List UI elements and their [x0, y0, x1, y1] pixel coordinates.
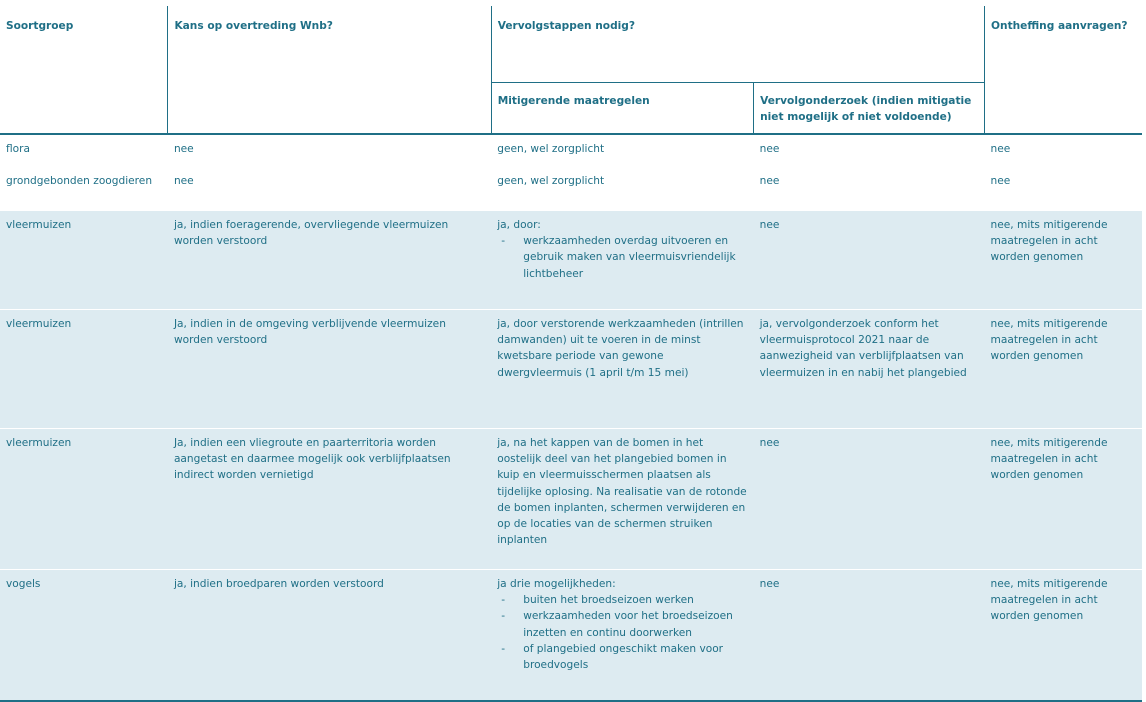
list-item: - buiten het broedseizoen werken — [497, 592, 747, 608]
cell-ontheffing: nee, mits mitigerende maatregelen in acht worden genomen — [985, 310, 1142, 429]
cell-vervolgonderzoek: nee — [754, 211, 985, 310]
cell-kans: ja, indien broedparen worden verstoord — [168, 570, 491, 702]
cell-vervolgonderzoek: nee — [754, 429, 985, 570]
table-row — [0, 167, 1142, 211]
header-mitigerende: Mitigerende maatregelen — [491, 83, 753, 135]
cell-vervolgonderzoek: nee — [759, 143, 780, 155]
cell-soortgroep: grondgebonden zoogdieren — [6, 175, 153, 187]
cell-vervolgonderzoek: nee — [754, 570, 985, 702]
header-vervolgonderzoek: Vervolgonderzoek (indien mitigatie niet mogelijk of niet voldoende) — [754, 83, 985, 135]
cell-kans: nee — [173, 175, 194, 187]
cell-soortgroep: vogels — [0, 570, 168, 702]
list-item: - werkzaamheden overdag uitvoeren en gebruik maken van vleermuisvriendelijk lichtbeheer — [497, 233, 747, 282]
cell-vervolgonderzoek: nee — [759, 175, 780, 187]
cell-ontheffing: nee, mits mitigerende maatregelen in acht worden genomen — [985, 211, 1142, 310]
cell-mitigerende: ja, na het kappen van de bomen in het oostelijk deel van het plangebied bomen in kuip en vleermuisschermen plaatsen als tijdelijke oplosing. Na realisatie van de rotonde de bomen inplanten, schermen verwijderen en op de locaties van de schermen struiken inplanten — [491, 429, 753, 570]
cell-mitigerende: ja, door verstorende werkzaamheden (intrillen damwanden) uit te voeren in de minst kwetsbare periode van gewone dwergvleermuis (1 april t/m 15 mei) — [491, 310, 753, 429]
table-row — [0, 134, 1142, 167]
table-row — [0, 429, 1142, 570]
header-vervolgstappen: Vervolgstappen nodig? — [491, 6, 984, 83]
cell-ontheffing: nee — [990, 175, 1011, 187]
cell-soortgroep: flora — [6, 143, 31, 155]
list-item: - of plangebied ongeschikt maken voor broedvogels — [497, 641, 747, 673]
header-ontheffing: Ontheffing aanvragen? — [985, 6, 1142, 134]
mitigerende-list — [497, 592, 747, 673]
header-soortgroep: Soortgroep — [0, 6, 168, 134]
mitigerende-intro: ja drie mogelijkheden: — [497, 578, 616, 590]
cell-kans: nee — [173, 143, 194, 155]
cell-kans: ja, indien foeragerende, overvliegende vleermuizen worden verstoord — [168, 211, 491, 310]
table-row — [0, 211, 1142, 310]
cell-soortgroep: vleermuizen — [0, 429, 168, 570]
table-row — [0, 310, 1142, 429]
cell-mitigerende: geen, wel zorgplicht — [497, 143, 605, 155]
cell-mitigerende — [491, 570, 753, 702]
cell-soortgroep: vleermuizen — [0, 211, 168, 310]
cell-ontheffing: nee, mits mitigerende maatregelen in acht worden genomen — [985, 570, 1142, 702]
cell-ontheffing: nee, mits mitigerende maatregelen in acht worden genomen — [985, 429, 1142, 570]
cell-kans: Ja, indien in de omgeving verblijvende vleermuizen worden verstoord — [168, 310, 491, 429]
cell-mitigerende: geen, wel zorgplicht — [497, 175, 605, 187]
list-item: - werkzaamheden voor het broedseizoen inzetten en continu doorwerken — [497, 608, 747, 640]
cell-ontheffing: nee — [990, 143, 1011, 155]
mitigerende-list — [497, 233, 747, 282]
mitigerende-intro: ja, door: — [497, 219, 541, 231]
cell-kans: Ja, indien een vliegroute en paarterritoria worden aangetast en daarmee mogelijk ook verblijfplaatsen indirect worden vernietigd — [168, 429, 491, 570]
species-table — [0, 6, 1142, 702]
cell-vervolgonderzoek: ja, vervolgonderzoek conform het vleermuisprotocol 2021 naar de aanwezigheid van verblijfplaatsen van vleermuizen in en nabij het plangebied — [754, 310, 985, 429]
cell-soortgroep: vleermuizen — [0, 310, 168, 429]
table-row — [0, 570, 1142, 702]
cell-mitigerende — [491, 211, 753, 310]
header-kans: Kans op overtreding Wnb? — [168, 6, 491, 134]
